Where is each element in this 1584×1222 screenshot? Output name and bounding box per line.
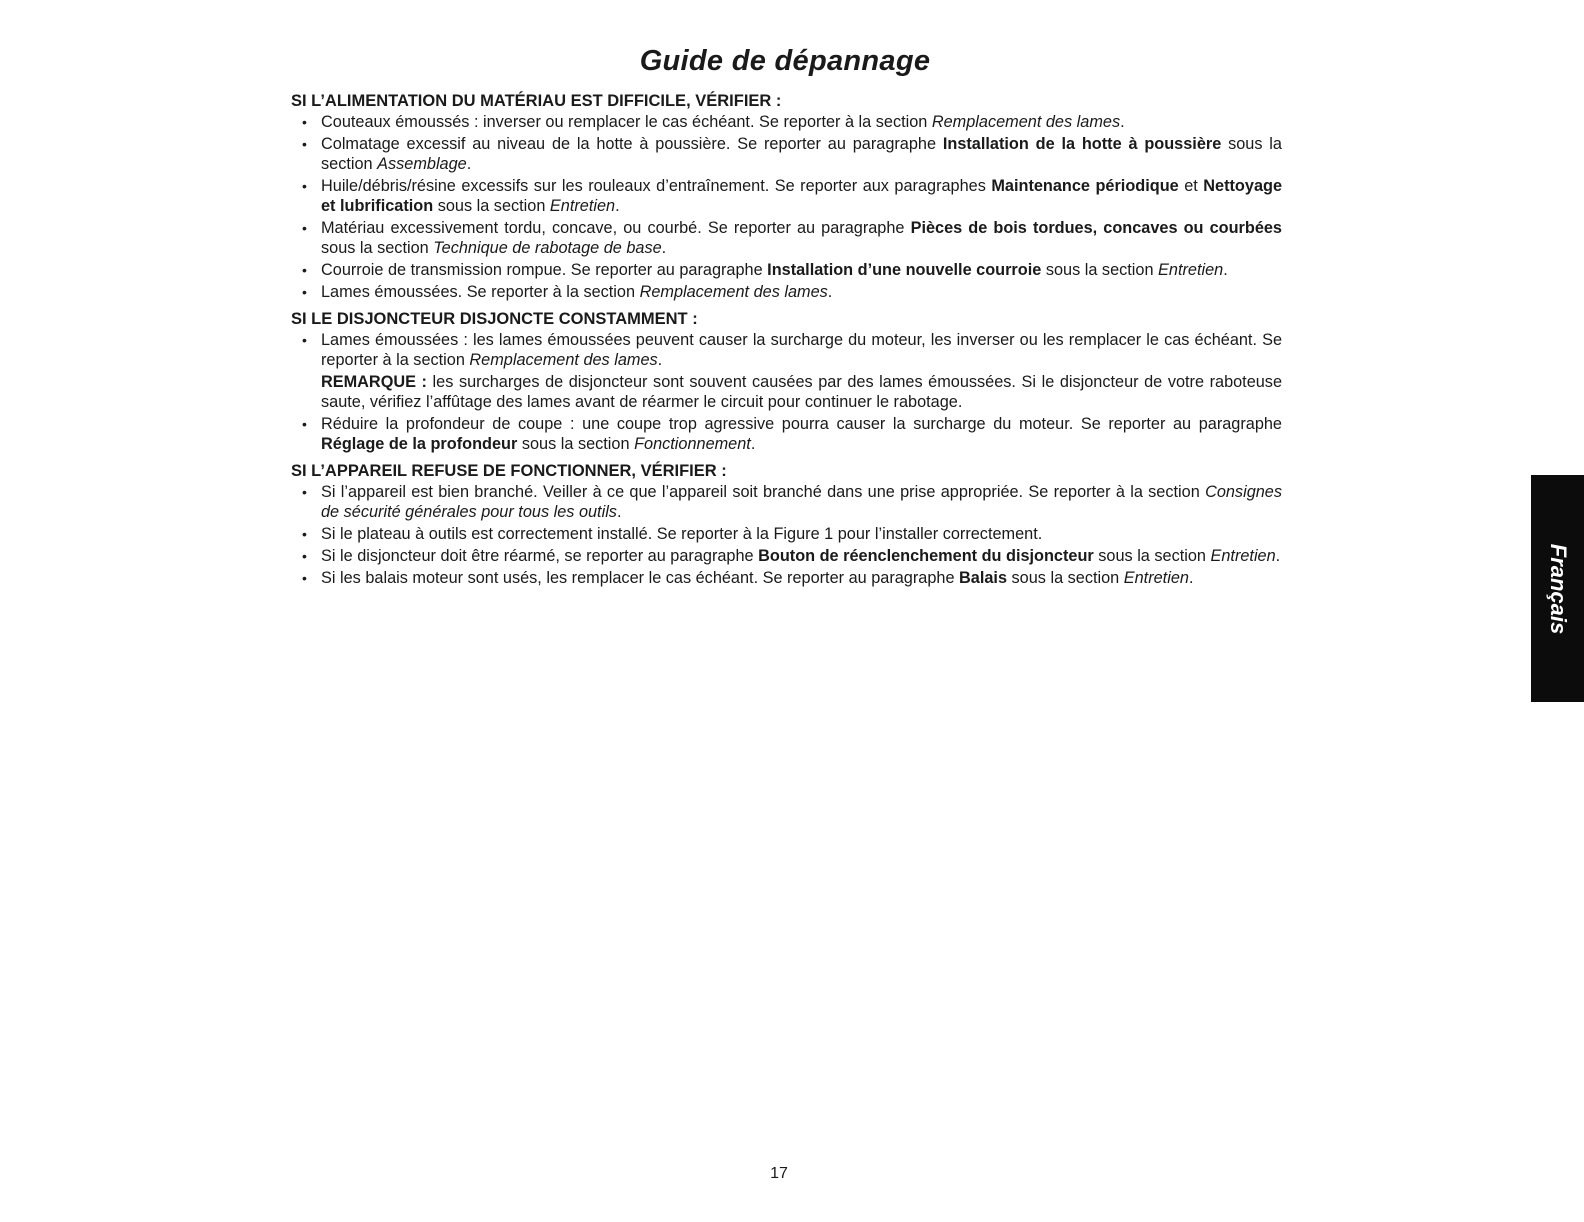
item-bold: Installation de la hotte à poussière — [942, 135, 1222, 153]
section-heading: SI L’APPAREIL REFUSE DE FONCTIONNER, VÉRIFIER : — [291, 462, 727, 480]
bullet-icon: • — [302, 136, 307, 152]
item-text: sous la section — [433, 197, 550, 215]
item-italic: Entretien — [1123, 569, 1189, 587]
item-text: . — [616, 503, 622, 521]
item-text: sous la section — [321, 135, 1282, 173]
section-device-wont-run — [291, 460, 1282, 588]
item-list — [291, 112, 1282, 302]
bullet-icon: • — [302, 548, 307, 564]
section-breaker-trips — [291, 308, 1282, 454]
list-item — [302, 218, 1282, 258]
section-heading: SI L’ALIMENTATION DU MATÉRIAU EST DIFFICILE, VÉRIFIER : — [291, 92, 782, 110]
list-item — [302, 282, 1282, 302]
item-text: . — [1188, 569, 1194, 587]
item-text: Si les balais moteur sont usés, les remplacer le cas échéant. Se reporter au paragraphe — [321, 569, 960, 587]
item-text: Si le disjoncteur doit être réarmé, se reporter au paragraphe — [321, 547, 759, 565]
item-bold: Installation d’une nouvelle courroie — [767, 261, 1042, 279]
item-text: Courroie de transmission rompue. Se reporter au paragraphe — [321, 261, 768, 279]
page-number: 17 — [770, 1165, 788, 1182]
bullet-icon: • — [302, 416, 307, 432]
list-item — [302, 568, 1282, 588]
item-text: . — [661, 239, 667, 257]
item-text: Huile/débris/résine excessifs sur les rouleaux d’entraînement. Se reporter aux paragraphes — [321, 177, 992, 195]
item-text: Matériau excessivement tordu, concave, ou courbé. Se reporter au paragraphe — [321, 219, 911, 237]
item-text: sous la section — [321, 239, 434, 257]
bullet-icon: • — [302, 332, 307, 348]
bullet-icon: • — [302, 178, 307, 194]
bullet-icon: • — [302, 114, 307, 130]
item-bold: Pièces de bois tordues, concaves ou courbées — [910, 219, 1282, 237]
bullet-icon: • — [302, 570, 307, 586]
item-italic: Technique de rabotage de base — [433, 239, 662, 257]
list-item — [302, 524, 1282, 544]
language-tab — [1531, 475, 1584, 702]
item-text: sous la section — [1041, 261, 1159, 279]
item-text: Colmatage excessif au niveau de la hotte à poussière. Se reporter au paragraphe — [321, 135, 943, 153]
item-text: Lames émoussées : les lames émoussées peuvent causer la surcharge du moteur, les inverser ou les remplacer le cas échéant. Se reporter à la section — [321, 331, 1282, 369]
item-text: . — [466, 155, 472, 173]
list-item — [302, 414, 1282, 454]
list-item — [302, 260, 1282, 280]
item-text: Lames émoussées. Se reporter à la section — [321, 283, 640, 301]
item-text: . — [1223, 261, 1228, 279]
bullet-icon: • — [302, 262, 307, 278]
item-bold: Maintenance périodique — [991, 177, 1179, 195]
list-item — [302, 112, 1282, 132]
item-text: Réduire la profondeur de coupe : une coupe trop agressive pourra causer la surcharge du moteur. Se reporter au paragraphe — [321, 415, 1282, 433]
item-bold: Bouton de réenclenchement du disjoncteur — [758, 547, 1094, 565]
item-italic: Consignes de sécurité générales pour tous les outils — [321, 483, 1282, 521]
bullet-icon: • — [302, 220, 307, 236]
item-italic: Remplacement des lames — [469, 351, 658, 369]
list-item — [302, 176, 1282, 216]
note-label: REMARQUE : — [321, 373, 427, 391]
item-list — [291, 482, 1282, 588]
item-text: Couteaux émoussés : inverser ou remplacer le cas échéant. Se reporter à la section — [321, 113, 932, 131]
item-bold: Réglage de la profondeur — [321, 435, 518, 453]
item-text: . — [615, 197, 620, 215]
item-text: sous la section — [1093, 547, 1211, 565]
item-text: sous la section — [517, 435, 635, 453]
bullet-icon: • — [302, 284, 307, 300]
item-italic: Entretien — [1210, 547, 1276, 565]
item-italic: Remplacement des lames — [639, 283, 828, 301]
item-bold: Nettoyage et lubrification — [321, 177, 1282, 215]
bullet-icon: • — [302, 526, 307, 542]
item-italic: Remplacement des lames — [931, 113, 1121, 131]
item-list — [291, 330, 1282, 454]
note-text: les surcharges de disjoncteur sont souvent causées par des lames émoussées. Si le disjoncteur de votre raboteuse saute, vérifiez l’affûtage des lames avant de réarmer le circuit pour continuer le rabotage. — [321, 373, 1283, 411]
item-text: . — [827, 283, 833, 301]
list-item — [302, 134, 1282, 174]
section-heading: SI LE DISJONCTEUR DISJONCTE CONSTAMMENT : — [291, 310, 698, 328]
item-italic: Assemblage — [377, 155, 467, 173]
item-text: et — [1178, 177, 1204, 195]
language-tab-label: Français — [1545, 543, 1571, 634]
item-italic: Fonctionnement — [634, 435, 751, 453]
item-text: . — [1275, 547, 1281, 565]
item-text: Si l’appareil est bien branché. Veiller à ce que l’appareil soit branché dans une prise appropriée. Se reporter à la section — [321, 483, 1206, 501]
item-text: . — [750, 435, 756, 453]
list-item — [302, 330, 1283, 412]
list-item — [302, 482, 1282, 522]
page-title: Guide de dépannage — [639, 45, 931, 77]
section-material-feed — [291, 90, 1282, 302]
item-text: . — [1120, 113, 1125, 131]
item-text: sous la section — [1007, 569, 1124, 587]
item-italic: Entretien — [1158, 261, 1224, 279]
note — [321, 372, 1282, 412]
list-item — [302, 546, 1282, 566]
troubleshooting-content — [291, 90, 1282, 590]
item-text: . — [657, 351, 663, 369]
item-text: Si le plateau à outils est correctement installé. Se reporter à la Figure 1 pour l’installer correctement. — [321, 525, 1043, 543]
bullet-icon: • — [302, 484, 307, 500]
item-italic: Entretien — [549, 197, 616, 215]
item-bold: Balais — [959, 569, 1008, 587]
